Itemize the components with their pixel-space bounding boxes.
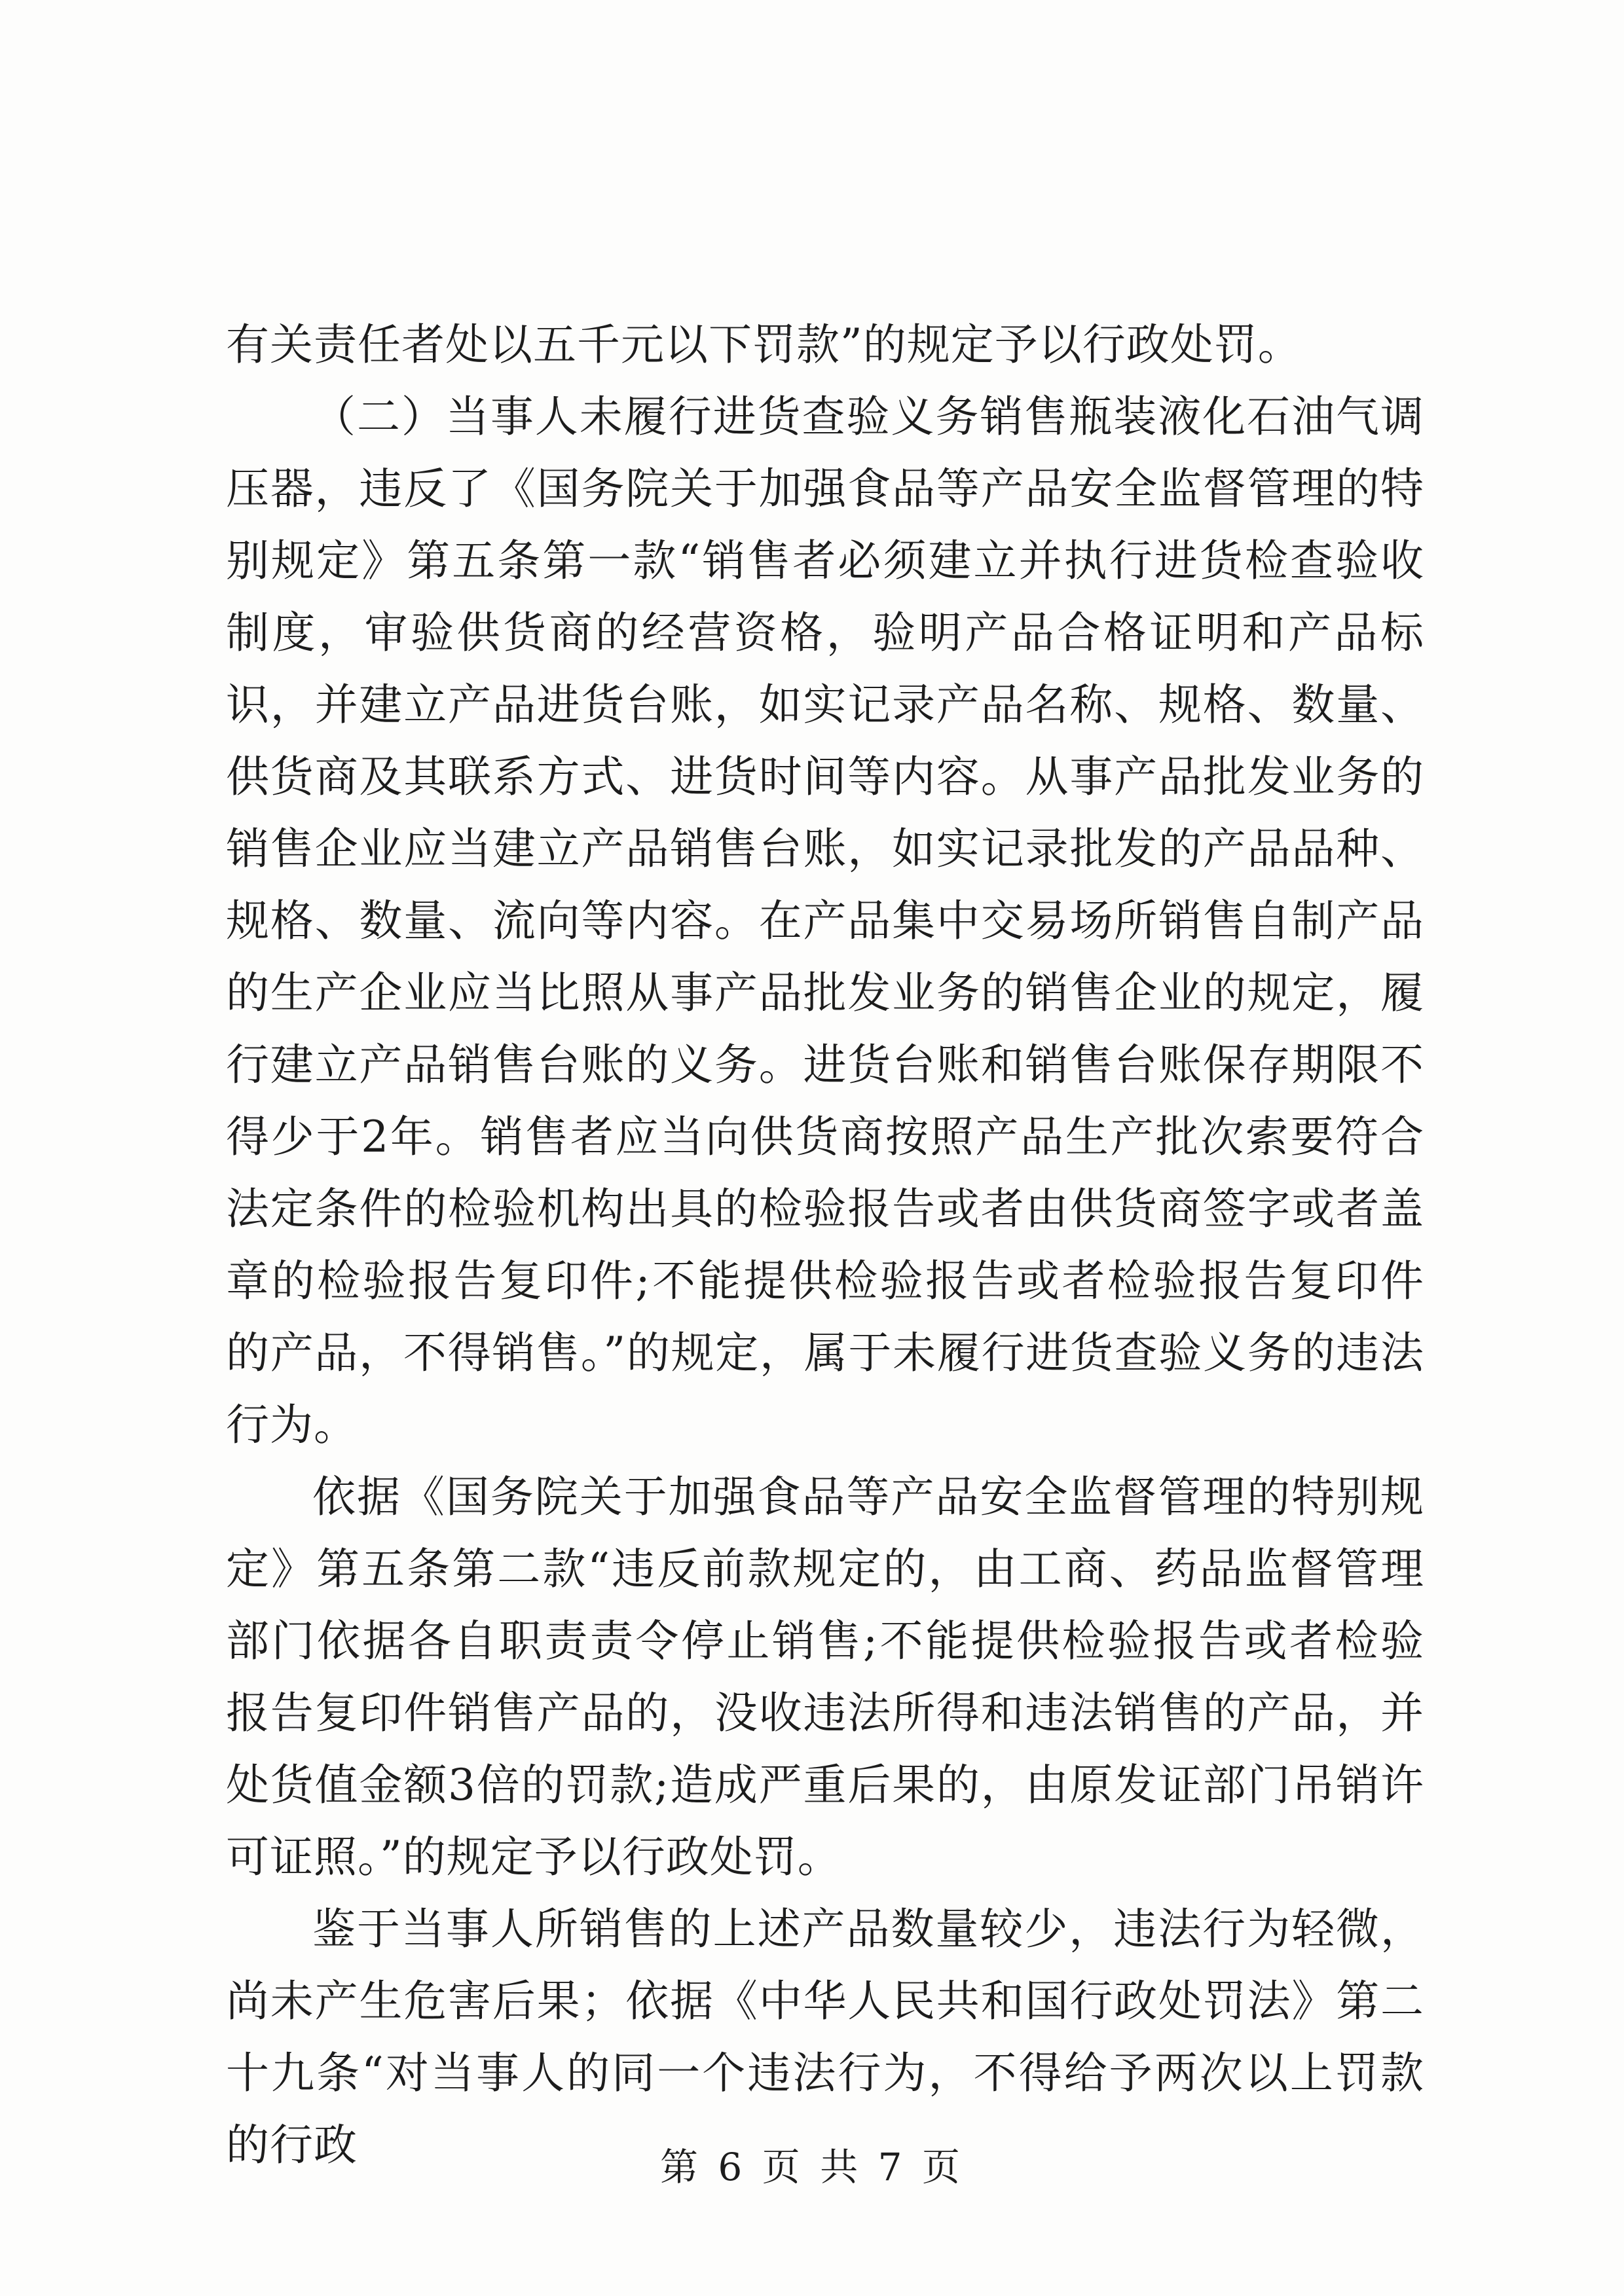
page-number-footer: 第 6 页 共 7 页 xyxy=(660,2145,964,2189)
paragraph-1: 有关责任者处以五千元以下罚款”的规定予以行政处罚。 xyxy=(226,319,1302,370)
paragraph-2: （二）当事人未履行进货查验义务销售瓶装液化石油气调压器，违反了《国务院关于加强食品等产品安全监督管理的特别规定》第五条第一款“销售者必须建立并执行进货检查验收制度，审验供货商的经营资格，验明产品合格证明和产品标识，并建立产品进货台账，如实记录产品名称、规格、数量、供货商及其联系方式、进货时间等内容。从事产品批发业务的销售企业应当建立产品销售台账，如实记录批发的产品品种、规格、数量、流向等内容。在产品集中交易场所销售自制产品的生产企业应当比照从事产品批发业务的销售企业的规定，履行建立产品销售台账的义务。进货台账和销售台账保存期限不得少于2年。销售者应当向供货商按照产品生产批次索要符合法定条件的检验机构出具的检验报告或者由供货商签字或者盖章的检验报告复印件;不能提供检验报告或者检验报告复印件的产品，不得销售。”的规定，属于未履行进货查验义务的违法行为。 xyxy=(226,392,1424,1450)
body-text xyxy=(226,309,1424,2181)
paragraph-3: 依据《国务院关于加强食品等产品安全监督管理的特别规定》第五条第二款“违反前款规定的，由工商、药品监督管理部门依据各自职责责令停止销售;不能提供检验报告或者检验报告复印件销售产品的，没收违法所得和违法销售的产品，并处货值金额3倍的罚款;造成严重后果的，由原发证部门吊销许可证照。”的规定予以行政处罚。 xyxy=(226,1472,1424,1882)
paragraph-4: 鉴于当事人所销售的上述产品数量较少，违法行为轻微，尚未产生危害后果；依据《中华人民共和国行政处罚法》第二十九条“对当事人的同一个违法行为，不得给予两次以上罚款的行政 xyxy=(226,1904,1424,2170)
